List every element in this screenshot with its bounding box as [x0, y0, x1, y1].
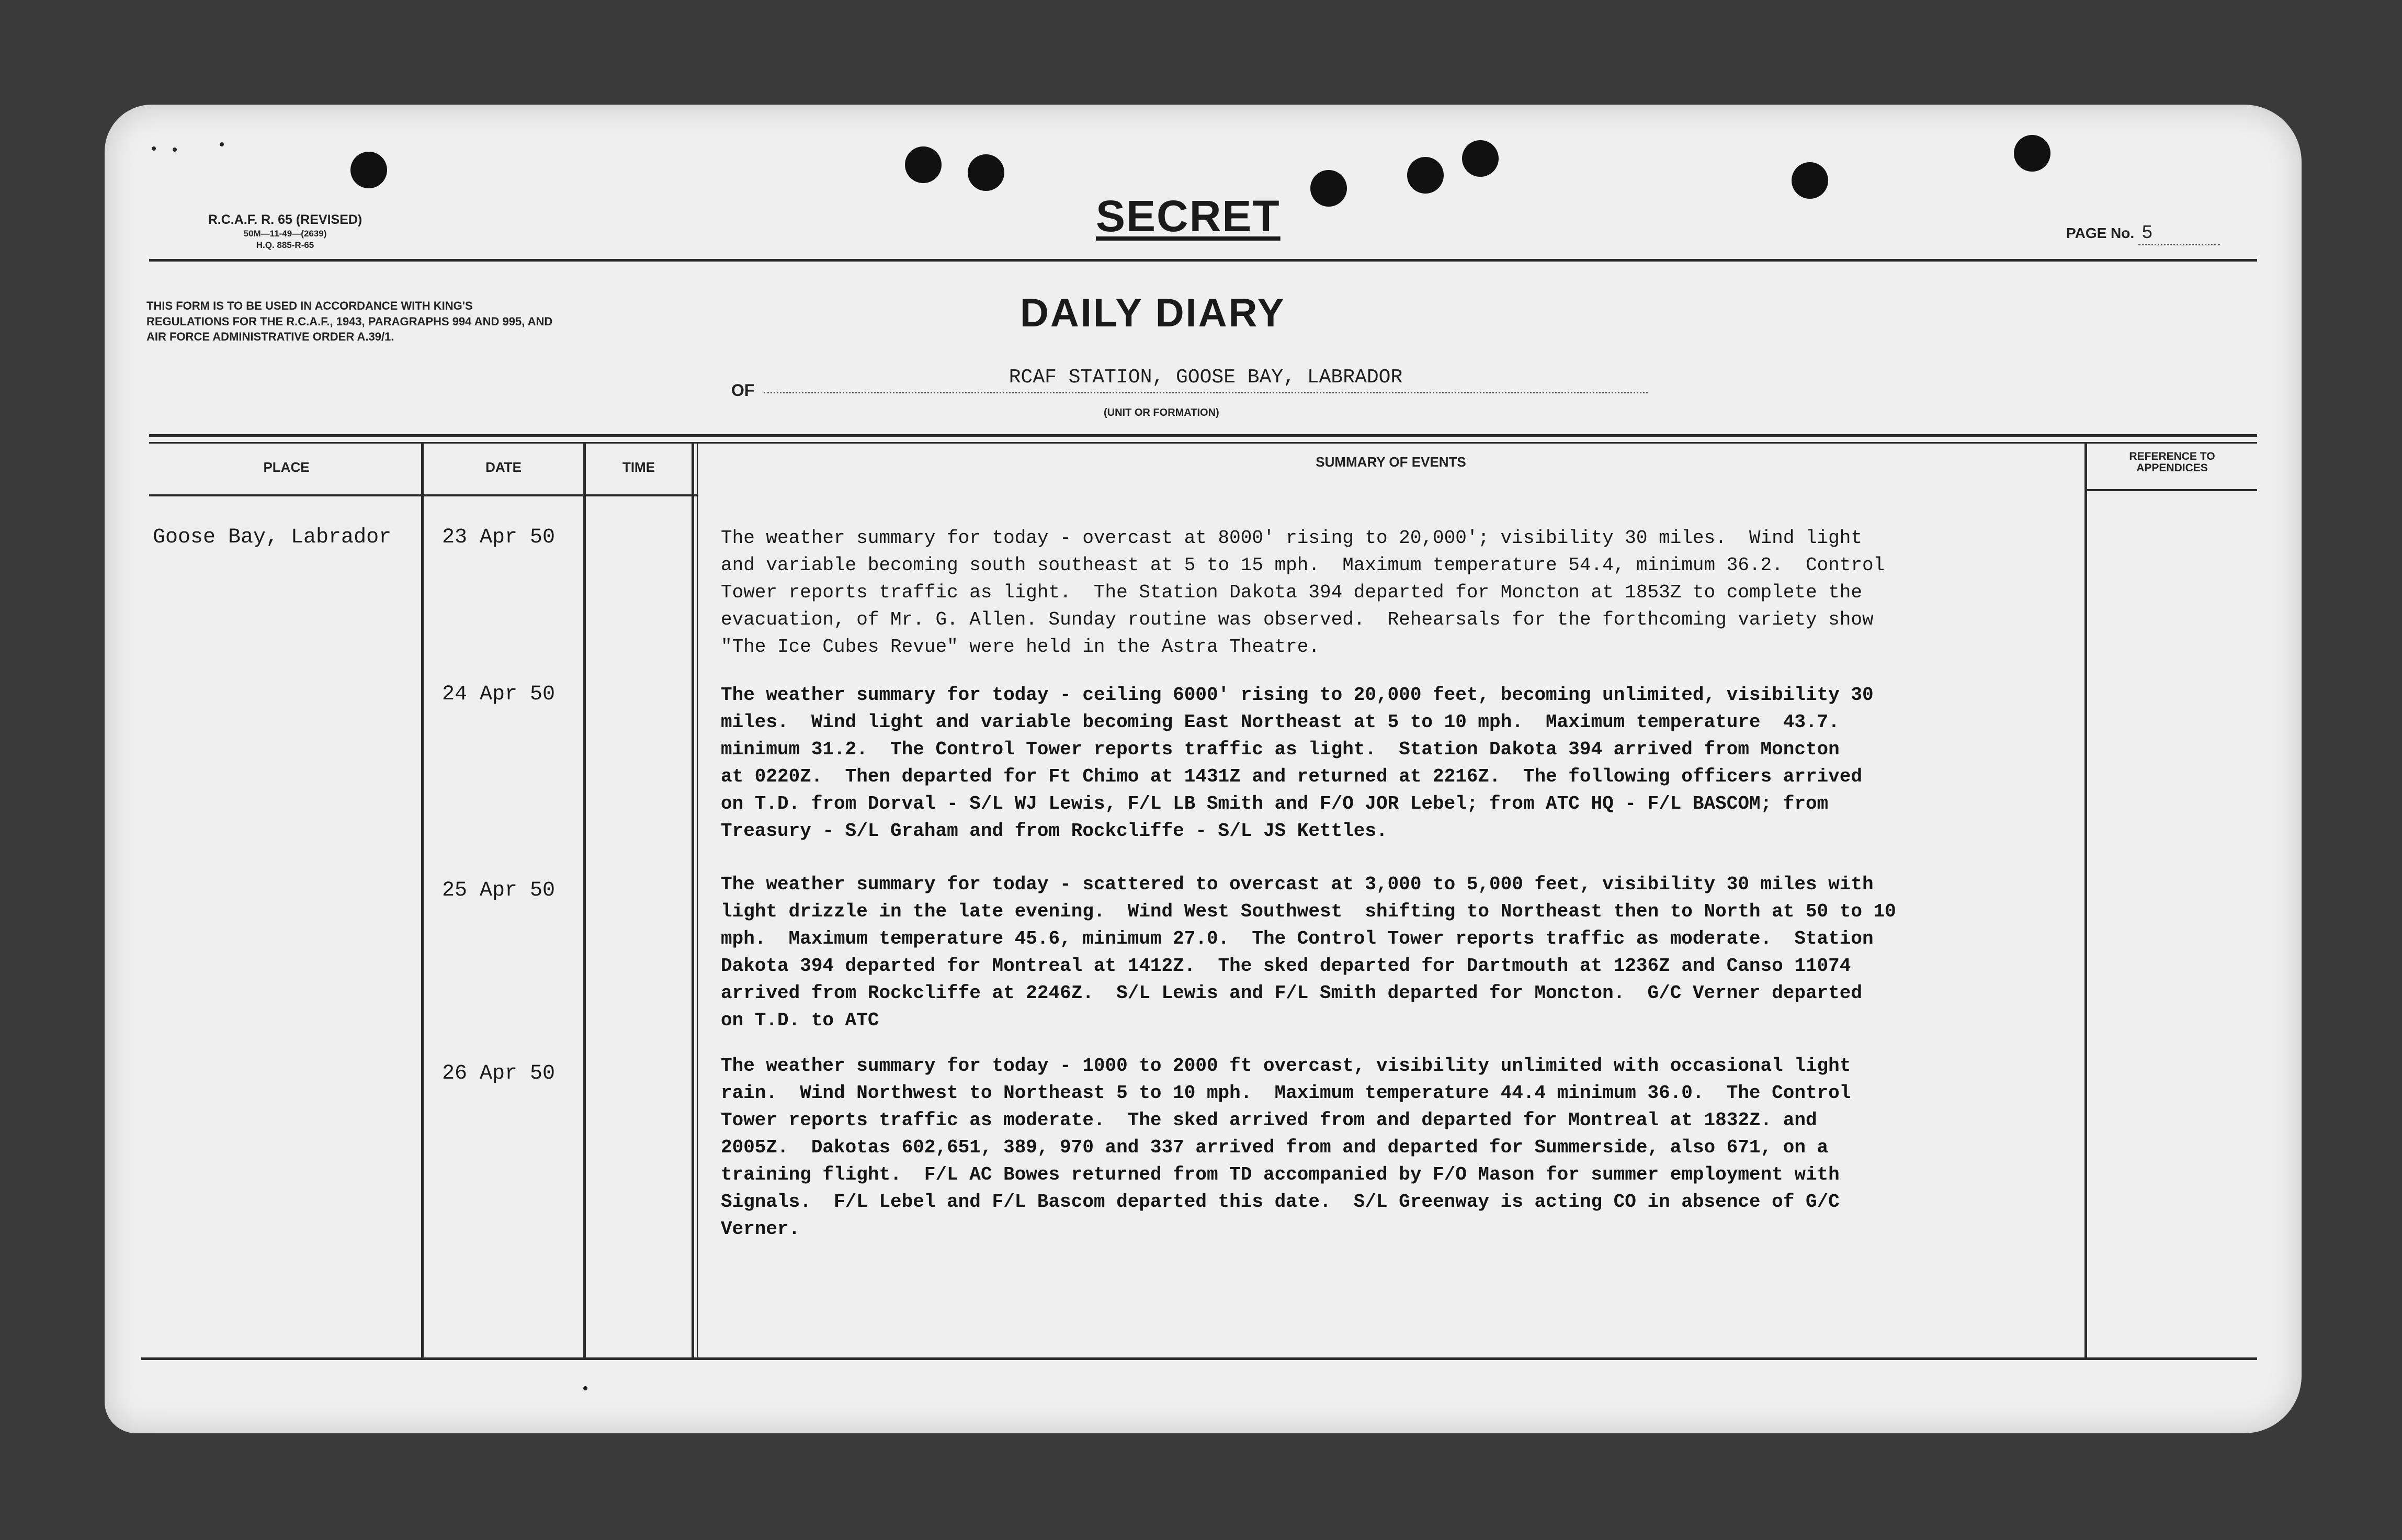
entry-date: 24 Apr 50 — [442, 683, 556, 706]
entry-date: 26 Apr 50 — [442, 1062, 556, 1085]
reference-header-line-1: REFERENCE TO — [2129, 450, 2215, 462]
unit-of-label: OF — [731, 381, 755, 400]
column-header-reference — [2087, 451, 2257, 474]
header-rule — [149, 259, 2257, 262]
table-top-rule-2 — [149, 442, 2257, 444]
speck — [152, 146, 156, 151]
column-header-date: DATE — [485, 459, 522, 475]
punch-hole — [2014, 135, 2050, 172]
speck — [173, 148, 177, 152]
column-header-summary: SUMMARY OF EVENTS — [1316, 454, 1466, 470]
regulation-note: THIS FORM IS TO BE USED IN ACCORDANCE WITH KING'S REGULATIONS FOR THE R.C.A.F., 1943, PARAGRAPHS 994 AND 995, AND AIR FORCE ADMINISTRATIVE ORDER A.39/1. — [146, 299, 553, 344]
column-header-time: TIME — [622, 459, 655, 475]
unit-name: RCAF STATION, GOOSE BAY, LABRADOR — [764, 366, 1648, 393]
reference-header-rule — [2084, 489, 2257, 491]
column-divider-place-date — [421, 442, 424, 1357]
punch-hole — [1792, 162, 1828, 199]
entry-summary: The weather summary for today - 1000 to 2000 ft overcast, visibility unlimited with occasional light rain. Wind Northwest to Northeast 5 to 10 mph. Maximum temperature 44.4 minimum 36.0. The Control Tower reports traffic as moderate. The sked arrived from and departed for Montreal at 1832Z. and 2005Z. Dakotas 602,651, 389, 970 and 337 arrived from and departed for Summerside, also 671, on a training flight. F/L AC Bowes returned from TD accompanied by F/O Mason for summer employment with Signals. F/L Lebel and F/L Bascom departed this date. S/L Greenway is acting CO in absence of G/C Verner. — [721, 1055, 1851, 1240]
entry-summary: The weather summary for today - scattered to overcast at 3,000 to 5,000 feet, visibility 30 miles with light drizzle in the late evening. Wind West Southwest shifting to Northeast then to North at 50 to 10 mph. Maximum temperature 45.6, minimum 27.0. The Control Tower reports traffic as moderate. Station Dakota 394 departed for Montreal at 1412Z. The sked departed for Dartmouth at 1236Z and Canso 11074 arrived from Rockcliffe at 2246Z. S/L Lewis and F/L Smith departed for Moncton. G/C Verner departed on T.D. to ATC — [721, 874, 1896, 1031]
punch-hole — [1462, 140, 1499, 177]
page-number-label: PAGE No. — [2066, 225, 2135, 241]
page-number-field — [2066, 222, 2220, 245]
speck — [583, 1386, 587, 1390]
speck — [220, 142, 224, 146]
entry-place: Goose Bay, Labrador — [153, 526, 392, 549]
punch-hole — [1407, 157, 1444, 194]
unit-caption: (UNIT OR FORMATION) — [1104, 407, 1219, 418]
reference-header-line-2: APPENDICES — [2136, 462, 2208, 474]
entry-summary: The weather summary for today - overcast at 8000' rising to 20,000'; visibility 30 miles. Wind light and variable becoming south southeast at 5 to 15 mph. Maximum temperature 54.4, minimum 36.2. Control Tower reports traffic as light. The Station Dakota 394 departed for Moncton at 1853Z to complete the evacuation, of Mr. G. Allen. Sunday routine was observed. Rehearsals for the forthcoming variety show "The Ice Cubes Revue" were held in the Astra Theatre. — [721, 527, 1885, 658]
form-number: R.C.A.F. R. 65 (REVISED) — [208, 212, 362, 227]
form-title: DAILY DIARY — [1020, 291, 1286, 335]
table-top-rule — [149, 434, 2257, 437]
punch-hole — [350, 152, 387, 188]
punch-hole — [968, 154, 1004, 191]
entry-summary: The weather summary for today - ceiling 6000' rising to 20,000 feet, becoming unlimited, visibility 30 miles. Wind light and variable becoming East Northeast at 5 to 10 mph. Maximum temperature 43.7. minimum 31.2. The Control Tower reports traffic as light. Station Dakota 394 arrived from Moncton at 0220Z. Then departed for Ft Chimo at 1431Z and returned at 2216Z. The following officers arrived on T.D. from Dorval - S/L WJ Lewis, F/L LB Smith and F/O JOR Lebel; from ATC HQ - F/L BASCOM; from Treasury - S/L Graham and from Rockcliffe - S/L JS Kettles. — [721, 684, 1874, 842]
column-divider-summary-reference — [2084, 442, 2087, 1357]
table-bottom-rule — [141, 1357, 2257, 1360]
column-divider-time-summary-2 — [697, 442, 698, 1357]
column-header-rule — [149, 494, 698, 496]
column-divider-time-summary — [692, 442, 694, 1357]
entry-date: 23 Apr 50 — [442, 526, 556, 549]
form-identification — [162, 212, 408, 251]
column-divider-date-time — [583, 442, 586, 1357]
column-header-place: PLACE — [263, 459, 310, 475]
punch-hole — [1310, 170, 1347, 207]
classification-stamp: SECRET — [1096, 191, 1281, 241]
print-code: 50M—11-49—(2639) — [243, 229, 327, 239]
hq-reference: H.Q. 885-R-65 — [256, 240, 314, 250]
punch-hole — [905, 146, 942, 183]
entry-date: 25 Apr 50 — [442, 879, 556, 902]
page-number-value: 5 — [2138, 222, 2220, 245]
